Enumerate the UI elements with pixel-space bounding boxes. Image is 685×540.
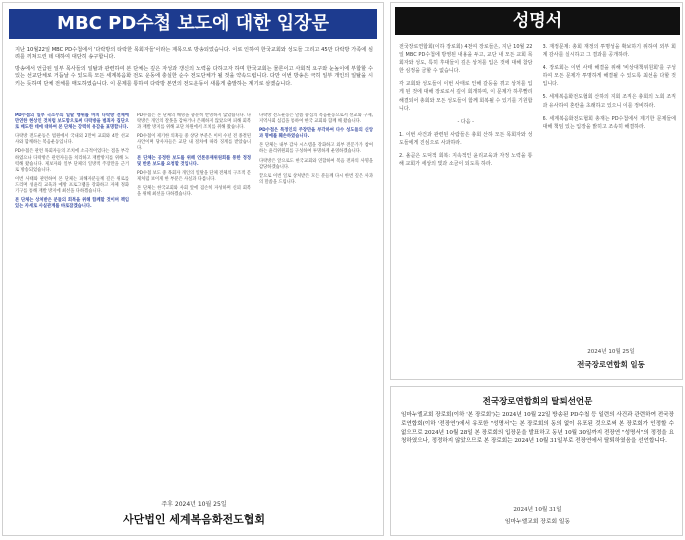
declaration-columns xyxy=(399,43,676,333)
left-col2-paragraph: PD수첩이 제기한 의혹들 중 상당 부분은 이미 수년 전 종결된 사안이며 당사자들은 교단 내 절차에 따라 징계를 받았습니다. xyxy=(137,134,251,152)
declaration-list-item: 3. 재정문제: 총회 재정의 투명성을 확보하기 위하여 외부 회계 감사를 실시하고 그 결과를 공개하라. xyxy=(542,44,676,59)
declaration-paragraph: 각 교회와 성도들이 이번 사태로 인해 갈등을 겪고 상처를 입게 된 것에 대해 장로로서 깊이 회개하며, 이 문제가 하루빨리 해결되어 총회와 모든 성도들이 함께 회복될 수 있기를 기원합니다. xyxy=(399,81,533,112)
left-col3-paragraph: PD수첩은 특정인의 주장만을 부각하여 다수 성도들의 신앙과 명예를 훼손하였습니다. xyxy=(259,128,373,140)
declaration-title: 성명서 xyxy=(512,11,563,31)
left-col2-paragraph: 본 단체는 공정한 보도를 위해 언론중재위원회를 통한 정정 및 반론 보도를 요청할 것입니다. xyxy=(137,155,251,167)
declaration-panel xyxy=(390,2,683,380)
left-intro-paragraph: 지난 10월22일 MBC PD수첩에서 '다락방의 타락한 목회자들'이라는 제목으로 방송되었습니다. 이로 인하여 한국교회와 성도들 그리고 45만 다락방 가족에 심려를 끼쳐드린 데 대하여 대단히 송구합니다. xyxy=(15,47,373,61)
withdrawal-panel xyxy=(390,386,683,536)
declaration-list-item: 5. 세계복음화전도협회 산하의 지회 조직은 총회의 노회 조직과 유사하여 혼란을 초래하고 있으니 이를 정비하라. xyxy=(542,94,676,109)
left-title-band xyxy=(9,9,377,39)
declaration-list-item: 2. 올곧은 도덕적 회복: 지속적인 윤리교육과 자정 노력을 통해 교회가 세상의 빛과 소금이 되도록 하라. xyxy=(399,153,533,168)
left-intro xyxy=(15,47,373,92)
withdrawal-title: 전국장로연합회의 탈퇴선언문 xyxy=(482,397,593,407)
statement-page-right xyxy=(390,2,683,536)
left-col1-paragraph: 이번 사태와 관련하여 본 단체는 피해자분들께 깊은 위로를 드리며 성윤리 교육과 예방 프로그램을 강화하고 자체 정화 기구를 통해 재발 방지에 최선을 다하겠습니다. xyxy=(15,176,129,195)
left-column-2 xyxy=(137,113,251,483)
withdrawal-organization: 임마누엘교회 장로회 일동 xyxy=(504,519,571,525)
left-col1-paragraph: 본 단체는 상처받은 분들의 회복을 위해 함께할 것이며 책임 있는 자세로 사실관계를 바로잡겠습니다. xyxy=(15,198,129,210)
declaration-paragraph: 전국장로연합회(이하 장로회) 4천여 장로들은, 지난 10월 22일 MBC PD수첩에 방영된 내용을 두고, 교단 내 모든 교회 목회자와 성도, 특히 후대들이 깊은 상처를 입은 것에 대해 참담한 심정을 금할 수 없습니다. xyxy=(399,44,533,75)
declaration-list-item: 6. 세계복음화전도협회 총재는 PD수첩에서 제기한 문제들에 대해 책임 있는 입장을 밝히고 조속히 해결하라. xyxy=(542,115,676,130)
left-page-title: MBC PD수첩 보도에 대한 입장문 xyxy=(57,13,329,34)
withdrawal-date: 2024년 10월 31일 xyxy=(513,507,562,513)
declaration-column-2 xyxy=(543,43,677,333)
declaration-organization: 전국장로연합회 일동 xyxy=(577,360,645,369)
declaration-list-item: 4. 장로회는 이번 사태 해결을 위해 '비상대책위원회'를 구성하여 모든 문제가 투명하게 해결될 수 있도록 최선을 다할 것입니다. xyxy=(542,65,676,88)
declaration-list-item: 1. 이번 사건과 관련된 사람들은 총회 산하 모든 목회자와 성도들에게 진심으로 사과하라. xyxy=(399,131,533,146)
left-date: 주후 2024년 10월 25일 xyxy=(161,501,227,508)
declaration-date: 2024년 10월 25일 xyxy=(587,349,635,355)
left-col3-paragraph: 끝으로 이번 일로 상처받은 모든 분들께 다시 한번 깊은 사과의 말씀을 드립니다. xyxy=(259,173,373,185)
left-col2-paragraph: 본 단체는 한국교회와 사회 앞에 겸손히 자성하며 신뢰 회복을 위해 최선을 다하겠습니다. xyxy=(137,185,251,198)
withdrawal-body: 임마누엘교회 장로회(이하 '본 장로회')는 2024년 10월 22일 방송된 PD수첩 등 일련의 사건과 관련하여 전국장로연합회(이하 '전장연')에서 유포한 "성명서"는 본 장로회의 동의 없이 유포된 것으로써 본 장로회가 인정할 수 없으므로 2024년 10월 28일 본 장로회의 입장문을 발표하고 동년 10월 30일까지 전장연 "성명서"의 정정을 요청하였으나, 정정하지 않았으므로 본 장로회는 2024년 10월 31일부로 전장연에서 탈퇴하였음을 선언합니다. xyxy=(401,412,674,445)
declaration-column-1 xyxy=(399,43,533,333)
left-col1-paragraph: PD수첩은 관련 목회자들의 조치에 소극적이었다는 점을 부각하였으나 다락방은 관련자들을 치리하고 재발방지를 위해 노력해 왔습니다. 제보자와 일부 단체의 일방적 주장만을 근거로 방송되었습니다. xyxy=(15,149,129,173)
statement-page-left xyxy=(2,2,384,536)
left-col3-paragraph: 다락방 전도운동은 말씀 중심의 복음운동으로서 선교와 구제, 지역사회 섬김을 통하여 한국 교회와 함께 해 왔습니다. xyxy=(259,113,373,125)
left-col2-paragraph: PD수첩은 본 단체의 해명을 충분히 반영하지 않았습니다. 다락방은 개인의 잘못을 감싸거나 은폐하지 않았으며 피해 회복과 재발 방지를 위해 교단 차원에서 조치를 취해 왔습니다. xyxy=(137,113,251,131)
left-column-3 xyxy=(259,113,373,483)
left-columns xyxy=(15,113,373,483)
left-col3-paragraph: 다락방은 앞으로도 한국교회와 연합하여 복음 전파의 사명을 감당하겠습니다. xyxy=(259,158,373,170)
left-col2-paragraph: PD수첩 보도 중 목회자 개인의 일탈을 단체 전체의 구조적 문제처럼 보이게 한 부분은 사실과 다릅니다. xyxy=(137,170,251,182)
left-column-1 xyxy=(15,113,129,483)
declaration-list-heading: - 다음 - xyxy=(457,118,474,125)
left-col3-paragraph: 본 단체는 내부 감사 시스템을 강화하고 외부 전문가가 참여하는 윤리위원회를 구성하여 투명하게 운영하겠습니다. xyxy=(259,143,373,155)
left-col1-paragraph: 다락방 전도운동은 법원에서 국내외 2만여 교회와 4만 선교사와 함께하는 복음운동입니다. xyxy=(15,134,129,146)
left-intro-paragraph: 방송에서 언급된 일부 목사들의 일탈과 관련하여 본 단체는 깊은 자성과 갱신의 노력을 다하고자 하며 한국교회는 물론이고 사회적 요구와 눈높이에 부합할 수 있는 선교단체로 거듭날 수 있도록 모든 세계복음화 전도 운동에 충실한 순수 전도단체가 될 것을 약속드립니다. 다만 이번 방송은 극히 일부 개인의 일탈을 시키는 듯하며 단체 전체를 매도하였습니다. 이 문제를 통하여 다락방 본연의 전도운동이 새롭게 출발하는 계기로 삼겠습니다. xyxy=(15,65,373,87)
left-organization: 사단법인 세계복음화전도협회 xyxy=(123,513,265,526)
right-title-band xyxy=(395,7,680,35)
left-col1-paragraph: PD수첩의 일부 극소수의 일탈 행위를 마치 다락방 전체에 만연한 현상인 것처럼 보도함으로써 다락방을 범죄자 집단으로 매도한 데에 대하여 본 단체는 강력히 유감을 표명합니다. xyxy=(15,113,129,131)
